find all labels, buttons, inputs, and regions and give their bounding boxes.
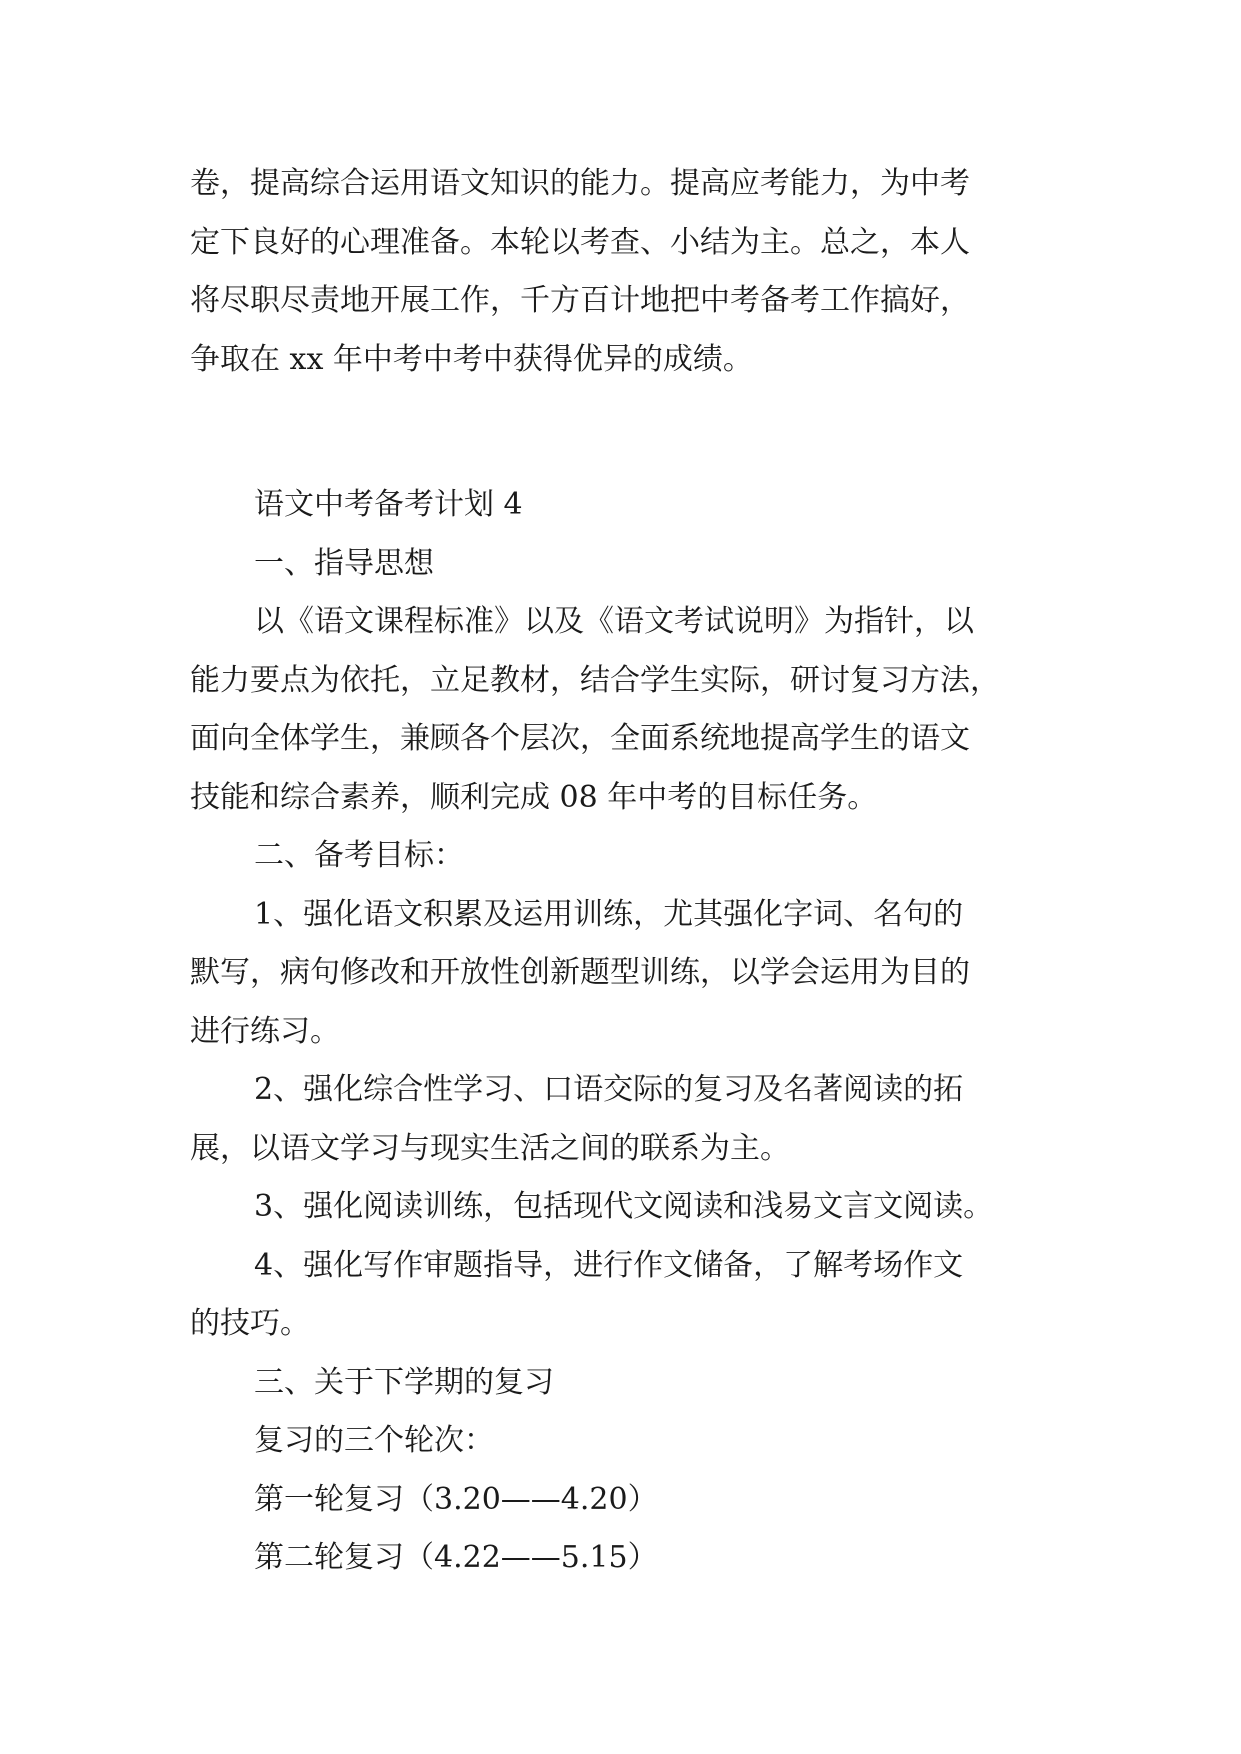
paragraph-line: 将尽职尽责地开展工作，千方百计地把中考备考工作搞好， bbox=[190, 283, 970, 318]
heading-exam-goals: 二、备考目标： bbox=[254, 838, 464, 873]
paragraph-line: 定下良好的心理准备。本轮以考查、小结为主。总之，本人 bbox=[190, 224, 970, 260]
paragraph-line: 技能和综合素养，顺利完成 08 年中考的目标任务。 bbox=[190, 779, 878, 815]
review-intro: 复习的三个轮次： bbox=[254, 1423, 494, 1458]
review-round-2: 第二轮复习（4.22——5.15） bbox=[254, 1540, 658, 1575]
paragraph-line: 争取在 xx 年中考中考中获得优异的成绩。 bbox=[190, 341, 753, 377]
paragraph-line: 面向全体学生，兼顾各个层次，全面系统地提高学生的语文 bbox=[190, 721, 970, 756]
goal-item-3: 3、强化阅读训练，包括现代文阅读和浅易文言文阅读。 bbox=[254, 1189, 994, 1224]
paragraph-line: 能力要点为依托，立足教材，结合学生实际，研讨复习方法， bbox=[190, 662, 1000, 698]
paragraph-line: 卷，提高综合运用语文知识的能力。提高应考能力，为中考 bbox=[190, 166, 970, 201]
paragraph-line: 的技巧。 bbox=[190, 1306, 310, 1341]
goal-item-1: 1、强化语文积累及运用训练，尤其强化字词、名句的 bbox=[254, 896, 964, 932]
document-body bbox=[190, 155, 1050, 1588]
paragraph-line: 以《语文课程标准》以及《语文考试说明》为指针，以 bbox=[254, 604, 974, 639]
section-spacer bbox=[190, 389, 1050, 476]
paragraph-line: 进行练习。 bbox=[190, 1013, 340, 1049]
section-title: 语文中考备考计划 4 bbox=[254, 487, 523, 522]
paragraph-line: 默写，病句修改和开放性创新题型训练，以学会运用为目的 bbox=[190, 955, 970, 990]
paragraph-line: 展，以语文学习与现实生活之间的联系为主。 bbox=[190, 1130, 790, 1166]
heading-next-semester-review: 三、关于下学期的复习 bbox=[254, 1364, 554, 1400]
heading-guiding-ideology: 一、指导思想 bbox=[254, 545, 434, 581]
goal-item-4: 4、强化写作审题指导，进行作文储备，了解考场作文 bbox=[254, 1247, 964, 1283]
goal-item-2: 2、强化综合性学习、口语交际的复习及名著阅读的拓 bbox=[254, 1072, 964, 1107]
review-round-1: 第一轮复习（3.20——4.20） bbox=[254, 1481, 658, 1517]
